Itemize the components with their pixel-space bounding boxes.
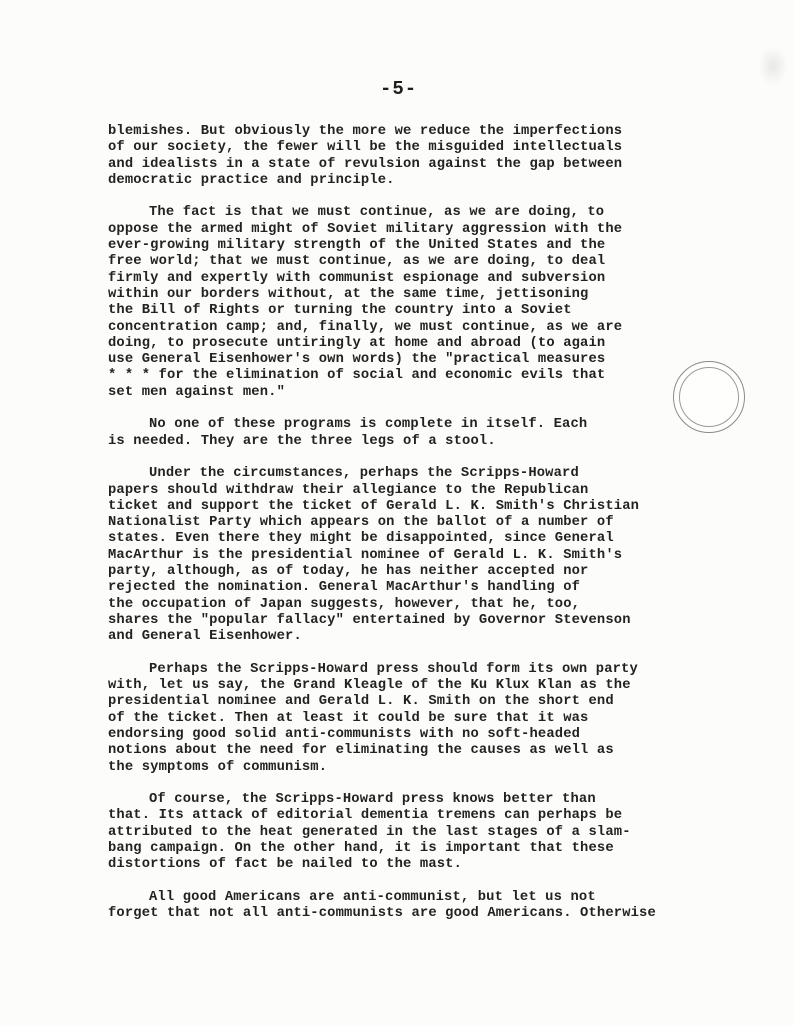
text-line: free world; that we must continue, as we are doing, to deal	[108, 254, 606, 270]
text-line: ticket and support the ticket of Gerald L. K. Smith's Christian	[108, 498, 640, 514]
text-line: oppose the armed might of Soviet military aggression with the	[108, 221, 623, 237]
text-line: use General Eisenhower's own words) the "practical measures	[108, 352, 606, 368]
text-line: rejected the nomination. General MacArthur's handling of	[108, 580, 581, 596]
text-line: with, let us say, the Grand Kleagle of the Ku Klux Klan as the	[108, 678, 631, 694]
text-line: shares the "popular fallacy" entertained by Governor Stevenson	[108, 612, 631, 628]
paragraph	[108, 890, 794, 923]
paragraph	[108, 662, 794, 776]
paper-smudge	[758, 46, 788, 86]
text-line: doing, to prosecute untiringly at home and abroad (to again	[108, 335, 606, 351]
document-body	[108, 124, 794, 939]
text-line: * * * for the elimination of social and economic evils that	[108, 368, 606, 384]
text-line: the symptoms of communism.	[108, 759, 328, 775]
text-line: ever-growing military strength of the United States and the	[108, 238, 606, 254]
text-line: endorsing good solid anti-communists with no soft-headed	[108, 726, 581, 742]
text-line: concentration camp; and, finally, we must continue, as we are	[108, 319, 623, 335]
text-line: the occupation of Japan suggests, however, that he, too,	[108, 596, 581, 612]
archive-stamp-ring	[679, 367, 739, 427]
text-line: Perhaps the Scripps-Howard press should form its own party	[149, 661, 638, 677]
text-line: is needed. They are the three legs of a stool.	[108, 433, 496, 449]
text-line: The fact is that we must continue, as we are doing, to	[149, 205, 605, 221]
text-line: within our borders without, at the same time, jettisoning	[108, 286, 589, 302]
text-line: attributed to the heat generated in the last stages of a slam-	[108, 824, 631, 840]
paragraph	[108, 792, 794, 873]
text-line: Nationalist Party which appears on the ballot of a number of	[108, 515, 614, 531]
page-number: -5-	[380, 78, 418, 100]
text-line: democratic practice and principle.	[108, 172, 395, 188]
text-line: and General Eisenhower.	[108, 629, 302, 645]
text-line: MacArthur is the presidential nominee of Gerald L. K. Smith's	[108, 547, 623, 563]
text-line: blemishes. But obviously the more we reduce the imperfections	[108, 124, 623, 139]
text-line: that. Its attack of editorial dementia tremens can perhaps be	[108, 808, 623, 824]
text-line: Under the circumstances, perhaps the Scripps-Howard	[149, 466, 579, 482]
text-line: states. Even there they might be disappointed, since General	[108, 531, 614, 547]
archive-stamp-seal	[673, 361, 745, 433]
text-line: of the ticket. Then at least it could be sure that it was	[108, 710, 589, 726]
text-line: distortions of fact be nailed to the mast.	[108, 857, 463, 873]
text-line: of our society, the fewer will be the misguided intellectuals	[108, 140, 623, 156]
paragraph	[108, 466, 794, 645]
text-line: Of course, the Scripps-Howard press knows better than	[149, 792, 596, 808]
text-line: All good Americans are anti-communist, but let us not	[149, 889, 596, 905]
text-line: set men against men."	[108, 384, 286, 400]
text-line: party, although, as of today, he has neither accepted nor	[108, 564, 589, 580]
text-line: presidential nominee and Gerald L. K. Smith on the short end	[108, 694, 614, 710]
text-line: firmly and expertly with communist espionage and subversion	[108, 270, 606, 286]
text-line: and idealists in a state of revulsion against the gap between	[108, 156, 623, 172]
paragraph	[108, 124, 794, 189]
text-line: bang campaign. On the other hand, it is important that these	[108, 841, 614, 857]
text-line: notions about the need for eliminating the causes as well as	[108, 743, 614, 759]
text-line: papers should withdraw their allegiance to the Republican	[108, 482, 589, 498]
text-line: No one of these programs is complete in itself. Each	[149, 417, 588, 433]
text-line: the Bill of Rights or turning the country into a Soviet	[108, 303, 572, 319]
text-line: forget that not all anti-communists are good Americans. Otherwise	[108, 906, 656, 922]
